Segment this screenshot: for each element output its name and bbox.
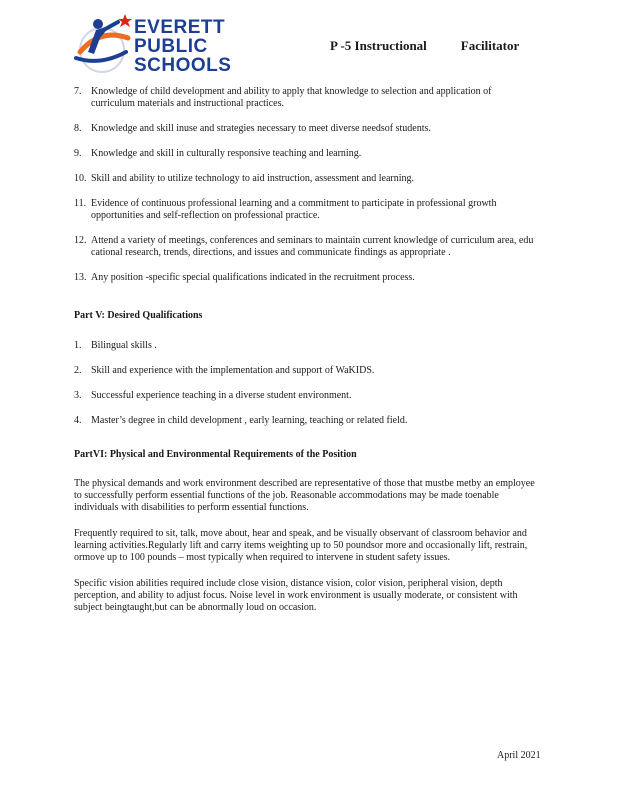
item-number: 13. bbox=[74, 272, 87, 283]
item-number: 3. bbox=[74, 390, 82, 401]
item-text: Skill and experience with the implementation and support of WaKIDS. bbox=[91, 365, 375, 376]
everett-public-schools-logo bbox=[70, 8, 240, 78]
list-item bbox=[74, 198, 536, 222]
logo-figure-icon bbox=[70, 8, 140, 78]
item-text: Knowledge of child development and ability to apply that knowledge to selection and application of curriculum materials and instructional practices. bbox=[91, 86, 492, 109]
item-text: Master’s degree in child development , early learning, teaching or related field. bbox=[91, 415, 408, 426]
item-text: Any position -specific special qualifications indicated in the recruitment process. bbox=[91, 272, 415, 283]
list-item bbox=[74, 272, 536, 284]
item-number: 7. bbox=[74, 86, 82, 97]
footer-date: April 2021 bbox=[497, 750, 541, 761]
item-text: Bilingual skills . bbox=[91, 340, 157, 351]
desired-qualifications-list bbox=[74, 340, 536, 427]
item-number: 4. bbox=[74, 415, 82, 426]
item-text: Attend a variety of meetings, conferences and seminars to maintain current knowledge of curriculum area, edu cational research, trends, directions, and issues and communicate findings as appropriate . bbox=[91, 235, 534, 258]
item-number: 10. bbox=[74, 173, 87, 184]
item-text: Knowledge and skill inuse and strategies necessary to meet diverse needsof students. bbox=[91, 123, 431, 134]
document-title-main: P -5 Instructional bbox=[330, 38, 427, 53]
item-text: Successful experience teaching in a diverse student environment. bbox=[91, 390, 352, 401]
list-item bbox=[74, 390, 536, 402]
logo-line-1: EVERETT bbox=[134, 17, 226, 38]
list-item bbox=[74, 123, 536, 135]
list-item bbox=[74, 340, 536, 352]
document-title-suffix: Facilitator bbox=[460, 38, 520, 53]
section-heading-part-6: PartVI: Physical and Environmental Requirements of the Position bbox=[74, 449, 357, 460]
item-number: 12. bbox=[74, 235, 87, 246]
item-text: Knowledge and skill in culturally responsive teaching and learning. bbox=[91, 148, 362, 159]
item-number: 11. bbox=[74, 198, 87, 209]
document-title bbox=[330, 38, 519, 54]
item-number: 1. bbox=[74, 340, 82, 351]
paragraph: The physical demands and work environment described are representative of those that mustbe metby an employee to successfully perform essential functions of the job. Reasonable accommodations may be made toenable individuals with disabilities to perform essential functions. bbox=[74, 478, 535, 513]
logo-wordmark bbox=[134, 18, 231, 75]
logo-line-2: PUBLIC bbox=[134, 36, 208, 57]
item-number: 8. bbox=[74, 123, 82, 134]
list-item bbox=[74, 365, 536, 377]
logo-line-3: SCHOOLS bbox=[134, 55, 232, 76]
item-text: Skill and ability to utilize technology to aid instruction, assessment and learning. bbox=[91, 173, 414, 184]
list-item bbox=[74, 173, 536, 185]
item-number: 9. bbox=[74, 148, 82, 159]
paragraph: Specific vision abilities required include close vision, distance vision, color vision, peripheral vision, depth perception, and ability to adjust focus. Noise level in work environment is usually moderate, or consistent with subject beingtaught,but can be abnormally loud on occasion. bbox=[74, 578, 518, 613]
list-item bbox=[74, 235, 536, 259]
required-qualifications-list bbox=[74, 86, 536, 284]
list-item bbox=[74, 415, 536, 427]
section-heading-part-5: Part V: Desired Qualifications bbox=[74, 310, 203, 321]
item-number: 2. bbox=[74, 365, 82, 376]
list-item bbox=[74, 148, 536, 160]
paragraph: Frequently required to sit, talk, move about, hear and speak, and be visually observant of classroom behavior and learning activities.Regularly lift and carry items weighting up to 50 poundsor more and occasionally lift, restrain, ormove up to 100 pounds – most typically when required to intervene in student safety issues. bbox=[74, 528, 528, 563]
item-text: Evidence of continuous professional learning and a commitment to participate in professional growth opportunities and self-reflection on professional practice. bbox=[91, 198, 497, 221]
list-item bbox=[74, 86, 536, 110]
physical-requirements bbox=[74, 478, 536, 614]
document-body bbox=[74, 86, 536, 628]
